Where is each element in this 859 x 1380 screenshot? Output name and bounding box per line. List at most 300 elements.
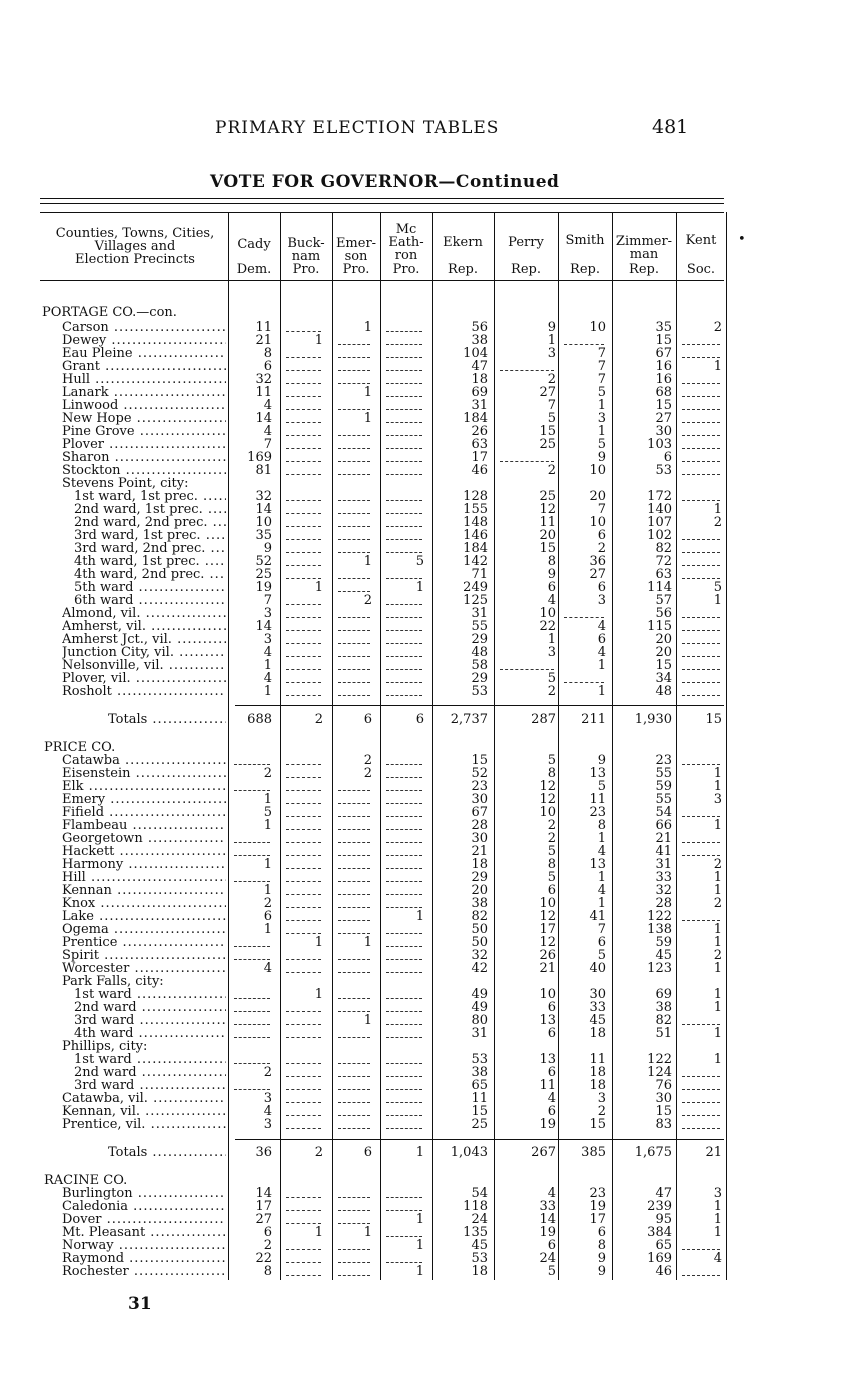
- vote-cell: [228, 1001, 272, 1014]
- table-row: [0, 1066, 859, 1079]
- vote-cell: 3: [263, 1092, 272, 1105]
- vote-cell: 15: [655, 399, 672, 412]
- vote-cell: [676, 1118, 722, 1131]
- vote-cell: 1: [713, 360, 722, 373]
- table-row: [0, 568, 859, 581]
- vote-cell: 6: [363, 1146, 372, 1159]
- vote-cell: 27: [539, 386, 556, 399]
- table-row: [0, 529, 859, 542]
- vote-cell: 7: [547, 399, 556, 412]
- vote-cell: 33: [589, 1001, 606, 1014]
- vote-cell: [280, 555, 323, 568]
- vote-cell: 1: [263, 858, 272, 871]
- row-label: Prentice .....: [62, 936, 226, 949]
- vote-cell: 23: [589, 1187, 606, 1200]
- vote-cell: 12: [539, 936, 556, 949]
- vote-cell: [280, 897, 323, 910]
- vote-cell: [380, 516, 424, 529]
- vote-cell: [380, 620, 424, 633]
- vote-cell: 13: [539, 1014, 556, 1027]
- vote-cell: 14: [539, 1213, 556, 1226]
- vote-cell: [280, 858, 323, 871]
- row-label: Totals .....: [108, 1146, 226, 1159]
- table-row: [0, 503, 859, 516]
- vote-cell: 10: [589, 464, 606, 477]
- column-header-name: Mc Eath- ron: [388, 222, 424, 263]
- vote-cell: 65: [655, 1239, 672, 1252]
- column-header-party: Rep.: [570, 262, 600, 277]
- column-header-8: [612, 234, 676, 277]
- vote-cell: [280, 754, 323, 767]
- vote-cell: 1: [415, 1146, 424, 1159]
- vote-cell: [676, 1014, 722, 1027]
- vote-cell: [332, 633, 372, 646]
- header-top-rule: [40, 212, 724, 213]
- vote-cell: [676, 490, 722, 503]
- column-header-5: [432, 235, 494, 277]
- vote-cell: 287: [531, 713, 556, 726]
- vote-cell: 26: [471, 425, 488, 438]
- row-label: 3rd ward, 2nd prec. .....: [74, 542, 226, 555]
- row-label: Emery .....: [62, 793, 226, 806]
- vote-cell: [332, 1265, 372, 1278]
- vote-cell: 1: [263, 685, 272, 698]
- vote-cell: 46: [471, 464, 488, 477]
- totals-rule-portage: [235, 705, 724, 706]
- vote-cell: [280, 962, 323, 975]
- table-row: [0, 1213, 859, 1226]
- vote-cell: 8: [263, 347, 272, 360]
- vote-cell: 15: [589, 1118, 606, 1131]
- vote-cell: [380, 923, 424, 936]
- vote-cell: 6: [415, 713, 424, 726]
- vote-cell: [380, 438, 424, 451]
- vote-cell: [380, 897, 424, 910]
- vote-cell: 9: [547, 568, 556, 581]
- vote-cell: 31: [471, 607, 488, 620]
- vote-cell: 6: [547, 1027, 556, 1040]
- table-row: [0, 659, 859, 672]
- vote-cell: 124: [647, 1066, 672, 1079]
- vote-cell: [332, 962, 372, 975]
- row-label: Norway .....: [62, 1239, 226, 1252]
- vote-cell: 30: [471, 832, 488, 845]
- vote-cell: [280, 1187, 323, 1200]
- vote-cell: [280, 360, 323, 373]
- vote-cell: 27: [255, 1213, 272, 1226]
- vote-cell: 53: [471, 1252, 488, 1265]
- vote-cell: [332, 1079, 372, 1092]
- vote-cell: 82: [655, 542, 672, 555]
- vote-cell: 267: [531, 1146, 556, 1159]
- row-label: Mt. Pleasant .....: [62, 1226, 226, 1239]
- vote-cell: [380, 949, 424, 962]
- vote-cell: [332, 1053, 372, 1066]
- vote-cell: [332, 581, 372, 594]
- vote-cell: 22: [539, 620, 556, 633]
- row-label: Plover, vil. .....: [62, 672, 226, 685]
- vote-cell: [558, 607, 606, 620]
- row-label: Raymond .....: [62, 1252, 226, 1265]
- vote-cell: 82: [655, 1014, 672, 1027]
- vote-cell: 6: [547, 1066, 556, 1079]
- vote-cell: 45: [471, 1239, 488, 1252]
- vote-cell: 12: [539, 503, 556, 516]
- vote-cell: 59: [655, 780, 672, 793]
- vote-cell: [380, 373, 424, 386]
- vote-cell: 31: [471, 399, 488, 412]
- column-header-name: Cady: [237, 237, 271, 252]
- vote-cell: [380, 646, 424, 659]
- county-heading: [0, 741, 859, 754]
- vote-cell: 18: [589, 1027, 606, 1040]
- vote-cell: [380, 1027, 424, 1040]
- vote-cell: [332, 685, 372, 698]
- vote-cell: 48: [655, 685, 672, 698]
- vote-cell: [380, 386, 424, 399]
- row-label: Spirit .....: [62, 949, 226, 962]
- vote-cell: [676, 412, 722, 425]
- vote-cell: [676, 1079, 722, 1092]
- vote-cell: [380, 1226, 424, 1239]
- row-label: Lake .....: [62, 910, 226, 923]
- row-label: 2nd ward, 2nd prec. .....: [74, 516, 226, 529]
- vote-cell: 8: [263, 1265, 272, 1278]
- vote-cell: [676, 845, 722, 858]
- vote-cell: 47: [471, 360, 488, 373]
- vote-cell: 7: [597, 503, 606, 516]
- vote-cell: 11: [471, 1092, 488, 1105]
- vote-cell: 1: [597, 399, 606, 412]
- vote-cell: 4: [263, 1105, 272, 1118]
- vote-cell: 20: [655, 633, 672, 646]
- vote-cell: 1: [713, 962, 722, 975]
- vote-cell: 128: [463, 490, 488, 503]
- vote-cell: 118: [463, 1200, 488, 1213]
- vote-cell: 21: [655, 832, 672, 845]
- row-label: 3rd ward, 1st prec. .....: [74, 529, 226, 542]
- row-label: Totals .....: [108, 713, 226, 726]
- vote-cell: [332, 832, 372, 845]
- column-header-name: Counties, Towns, Cities, Villages and Election Precincts: [55, 226, 215, 267]
- vote-cell: 8: [597, 1239, 606, 1252]
- vote-cell: 21: [539, 962, 556, 975]
- table-row: [0, 477, 859, 490]
- table-row: [0, 1239, 859, 1252]
- vote-cell: 239: [647, 1200, 672, 1213]
- vote-cell: 18: [589, 1066, 606, 1079]
- vote-cell: 5: [547, 754, 556, 767]
- vote-cell: 18: [589, 1079, 606, 1092]
- vote-cell: 2: [713, 897, 722, 910]
- vote-cell: 5: [547, 871, 556, 884]
- vote-cell: 1: [713, 1226, 722, 1239]
- table-row: [0, 464, 859, 477]
- vote-cell: 1: [597, 832, 606, 845]
- vote-cell: 155: [463, 503, 488, 516]
- vote-cell: 1: [363, 936, 372, 949]
- vote-cell: 1: [314, 1226, 323, 1239]
- row-label: Flambeau .....: [62, 819, 226, 832]
- vote-cell: [332, 793, 372, 806]
- running-head: PRIMARY ELECTION TABLES: [215, 118, 500, 138]
- row-label: Phillips, city:: [62, 1040, 148, 1053]
- vote-cell: 11: [255, 321, 272, 334]
- vote-cell: 7: [263, 438, 272, 451]
- vote-cell: 9: [597, 1252, 606, 1265]
- vote-cell: 1: [363, 1014, 372, 1027]
- vote-cell: [280, 1014, 323, 1027]
- vote-cell: 28: [471, 819, 488, 832]
- row-label: 2nd ward .....: [74, 1001, 226, 1014]
- vote-cell: [280, 451, 323, 464]
- vote-cell: 2: [597, 1105, 606, 1118]
- vote-cell: [280, 529, 323, 542]
- vote-cell: 4: [547, 594, 556, 607]
- vote-cell: 4: [263, 672, 272, 685]
- vote-cell: 56: [471, 321, 488, 334]
- vote-cell: [228, 1079, 272, 1092]
- column-header-7: [558, 233, 612, 277]
- vote-cell: 30: [655, 425, 672, 438]
- table-row: [0, 1252, 859, 1265]
- vote-cell: [280, 1079, 323, 1092]
- vote-cell: 19: [255, 581, 272, 594]
- table-row: [0, 334, 859, 347]
- vote-cell: 32: [255, 373, 272, 386]
- vote-cell: [332, 516, 372, 529]
- column-header-name: Perry: [508, 235, 544, 250]
- row-label: Ogema .....: [62, 923, 226, 936]
- vote-cell: 2: [713, 949, 722, 962]
- row-label: 4th ward .....: [74, 1027, 226, 1040]
- vote-cell: 1: [363, 1226, 372, 1239]
- vote-cell: [280, 438, 323, 451]
- row-label: 5th ward .....: [74, 581, 226, 594]
- table-row: [0, 386, 859, 399]
- vote-cell: 123: [647, 962, 672, 975]
- vote-cell: [280, 373, 323, 386]
- vote-cell: [380, 672, 424, 685]
- vote-cell: 1: [263, 923, 272, 936]
- vote-cell: 15: [471, 1105, 488, 1118]
- vote-cell: 2: [547, 832, 556, 845]
- vote-cell: [380, 399, 424, 412]
- totals-row: [0, 713, 859, 726]
- row-label: 2nd ward, 1st prec. .....: [74, 503, 226, 516]
- vote-cell: 9: [547, 321, 556, 334]
- row-label: Worcester .....: [62, 962, 226, 975]
- vote-cell: [332, 646, 372, 659]
- table-row: [0, 542, 859, 555]
- table-row: [0, 633, 859, 646]
- vote-cell: 31: [471, 1027, 488, 1040]
- vote-cell: 16: [655, 373, 672, 386]
- vote-cell: [280, 819, 323, 832]
- vote-cell: 30: [655, 1092, 672, 1105]
- vote-cell: 9: [597, 1265, 606, 1278]
- vote-cell: 1: [713, 1200, 722, 1213]
- vote-cell: 34: [655, 672, 672, 685]
- vote-cell: [676, 334, 722, 347]
- margin-mark: •: [738, 232, 746, 247]
- vote-cell: [228, 1027, 272, 1040]
- row-label: 1st ward, 1st prec. .....: [74, 490, 226, 503]
- vote-cell: [332, 1027, 372, 1040]
- vote-cell: 1: [363, 321, 372, 334]
- vote-cell: 1: [263, 884, 272, 897]
- vote-cell: [676, 438, 722, 451]
- row-label: Georgetown .....: [62, 832, 226, 845]
- vote-cell: [280, 910, 323, 923]
- vote-cell: 4: [547, 1187, 556, 1200]
- vote-cell: 15: [655, 659, 672, 672]
- vote-cell: 32: [471, 949, 488, 962]
- vote-cell: 3: [263, 633, 272, 646]
- row-label: 2nd ward .....: [74, 1066, 226, 1079]
- vote-cell: 42: [471, 962, 488, 975]
- row-label: Stockton .....: [62, 464, 226, 477]
- vote-cell: [676, 659, 722, 672]
- vote-cell: 10: [539, 607, 556, 620]
- column-header-name: Smith: [565, 233, 605, 248]
- vote-cell: [280, 1252, 323, 1265]
- vote-cell: 1: [314, 334, 323, 347]
- vote-cell: 38: [471, 334, 488, 347]
- table-row: [0, 988, 859, 1001]
- vote-cell: 15: [655, 334, 672, 347]
- vote-cell: [380, 529, 424, 542]
- vote-cell: 2: [713, 858, 722, 871]
- vote-cell: [228, 1014, 272, 1027]
- table-row: [0, 490, 859, 503]
- vote-cell: [332, 659, 372, 672]
- vote-cell: [332, 1066, 372, 1079]
- vote-cell: 1: [547, 633, 556, 646]
- vote-cell: 1: [415, 1239, 424, 1252]
- vote-cell: 53: [471, 685, 488, 698]
- row-label: Fifield .....: [62, 806, 226, 819]
- vote-cell: [676, 910, 722, 923]
- vote-cell: 67: [655, 347, 672, 360]
- column-header-name: Ekern: [443, 235, 483, 250]
- column-header-3: [332, 236, 380, 277]
- vote-cell: 184: [463, 542, 488, 555]
- vote-cell: 11: [255, 386, 272, 399]
- vote-cell: 45: [655, 949, 672, 962]
- table-row: [0, 793, 859, 806]
- vote-cell: [332, 845, 372, 858]
- vote-cell: [380, 594, 424, 607]
- vote-cell: 2: [547, 373, 556, 386]
- vote-cell: [380, 754, 424, 767]
- row-label: 4th ward, 1st prec. .....: [74, 555, 226, 568]
- vote-cell: 10: [589, 516, 606, 529]
- row-label: Catawba, vil. .....: [62, 1092, 226, 1105]
- vote-cell: 1: [713, 1027, 722, 1040]
- vote-cell: [280, 386, 323, 399]
- table-row: [0, 1040, 859, 1053]
- vote-cell: 3: [547, 347, 556, 360]
- row-label: Grant .....: [62, 360, 226, 373]
- vote-cell: [280, 1105, 323, 1118]
- table-row: [0, 754, 859, 767]
- vote-cell: [380, 858, 424, 871]
- vote-cell: 4: [597, 646, 606, 659]
- vote-cell: 13: [589, 858, 606, 871]
- vote-cell: 1: [713, 819, 722, 832]
- column-header-party: Rep.: [629, 262, 659, 277]
- table-row: [0, 620, 859, 633]
- vote-cell: 13: [589, 767, 606, 780]
- vote-cell: [676, 754, 722, 767]
- vote-cell: 24: [539, 1252, 556, 1265]
- vote-cell: [380, 490, 424, 503]
- row-label: Eisenstein .....: [62, 767, 226, 780]
- vote-cell: [332, 1001, 372, 1014]
- vote-cell: 2: [363, 594, 372, 607]
- row-label: Rosholt .....: [62, 685, 226, 698]
- vote-cell: [280, 884, 323, 897]
- vote-cell: 4: [547, 1092, 556, 1105]
- vote-cell: 5: [415, 555, 424, 568]
- row-label: Lanark .....: [62, 386, 226, 399]
- row-label: Dewey .....: [62, 334, 226, 347]
- vote-cell: [380, 1001, 424, 1014]
- row-label: Sharon .....: [62, 451, 226, 464]
- row-label: Pine Grove .....: [62, 425, 226, 438]
- vote-cell: [676, 633, 722, 646]
- vote-cell: [676, 555, 722, 568]
- row-label: PRICE CO.: [44, 741, 116, 754]
- vote-cell: [676, 1105, 722, 1118]
- vote-cell: [676, 451, 722, 464]
- vote-cell: [280, 503, 323, 516]
- vote-cell: [380, 1053, 424, 1066]
- vote-cell: 2: [363, 754, 372, 767]
- vote-cell: 1: [263, 819, 272, 832]
- vote-cell: 384: [647, 1226, 672, 1239]
- vote-cell: 115: [647, 620, 672, 633]
- vote-cell: [332, 1239, 372, 1252]
- vote-cell: 7: [597, 347, 606, 360]
- vote-cell: 38: [471, 897, 488, 910]
- vote-cell: 6: [597, 581, 606, 594]
- table-row: [0, 910, 859, 923]
- vote-cell: [332, 503, 372, 516]
- table-row: [0, 962, 859, 975]
- vote-cell: 1: [597, 425, 606, 438]
- vote-cell: 31: [655, 858, 672, 871]
- vote-cell: 1: [263, 793, 272, 806]
- table-row: [0, 607, 859, 620]
- vote-cell: 19: [589, 1200, 606, 1213]
- vote-cell: 3: [597, 1092, 606, 1105]
- vote-cell: 5: [547, 672, 556, 685]
- vote-cell: 3: [547, 646, 556, 659]
- vote-cell: [280, 685, 323, 698]
- vote-cell: [280, 620, 323, 633]
- vote-cell: 29: [471, 871, 488, 884]
- vote-cell: [380, 819, 424, 832]
- table-top-rule-2: [40, 203, 724, 204]
- vote-cell: 1: [713, 1053, 722, 1066]
- vote-cell: 57: [655, 594, 672, 607]
- vote-cell: 21: [255, 334, 272, 347]
- vote-cell: [332, 542, 372, 555]
- row-label: Amherst, vil. .....: [62, 620, 226, 633]
- vote-cell: 17: [589, 1213, 606, 1226]
